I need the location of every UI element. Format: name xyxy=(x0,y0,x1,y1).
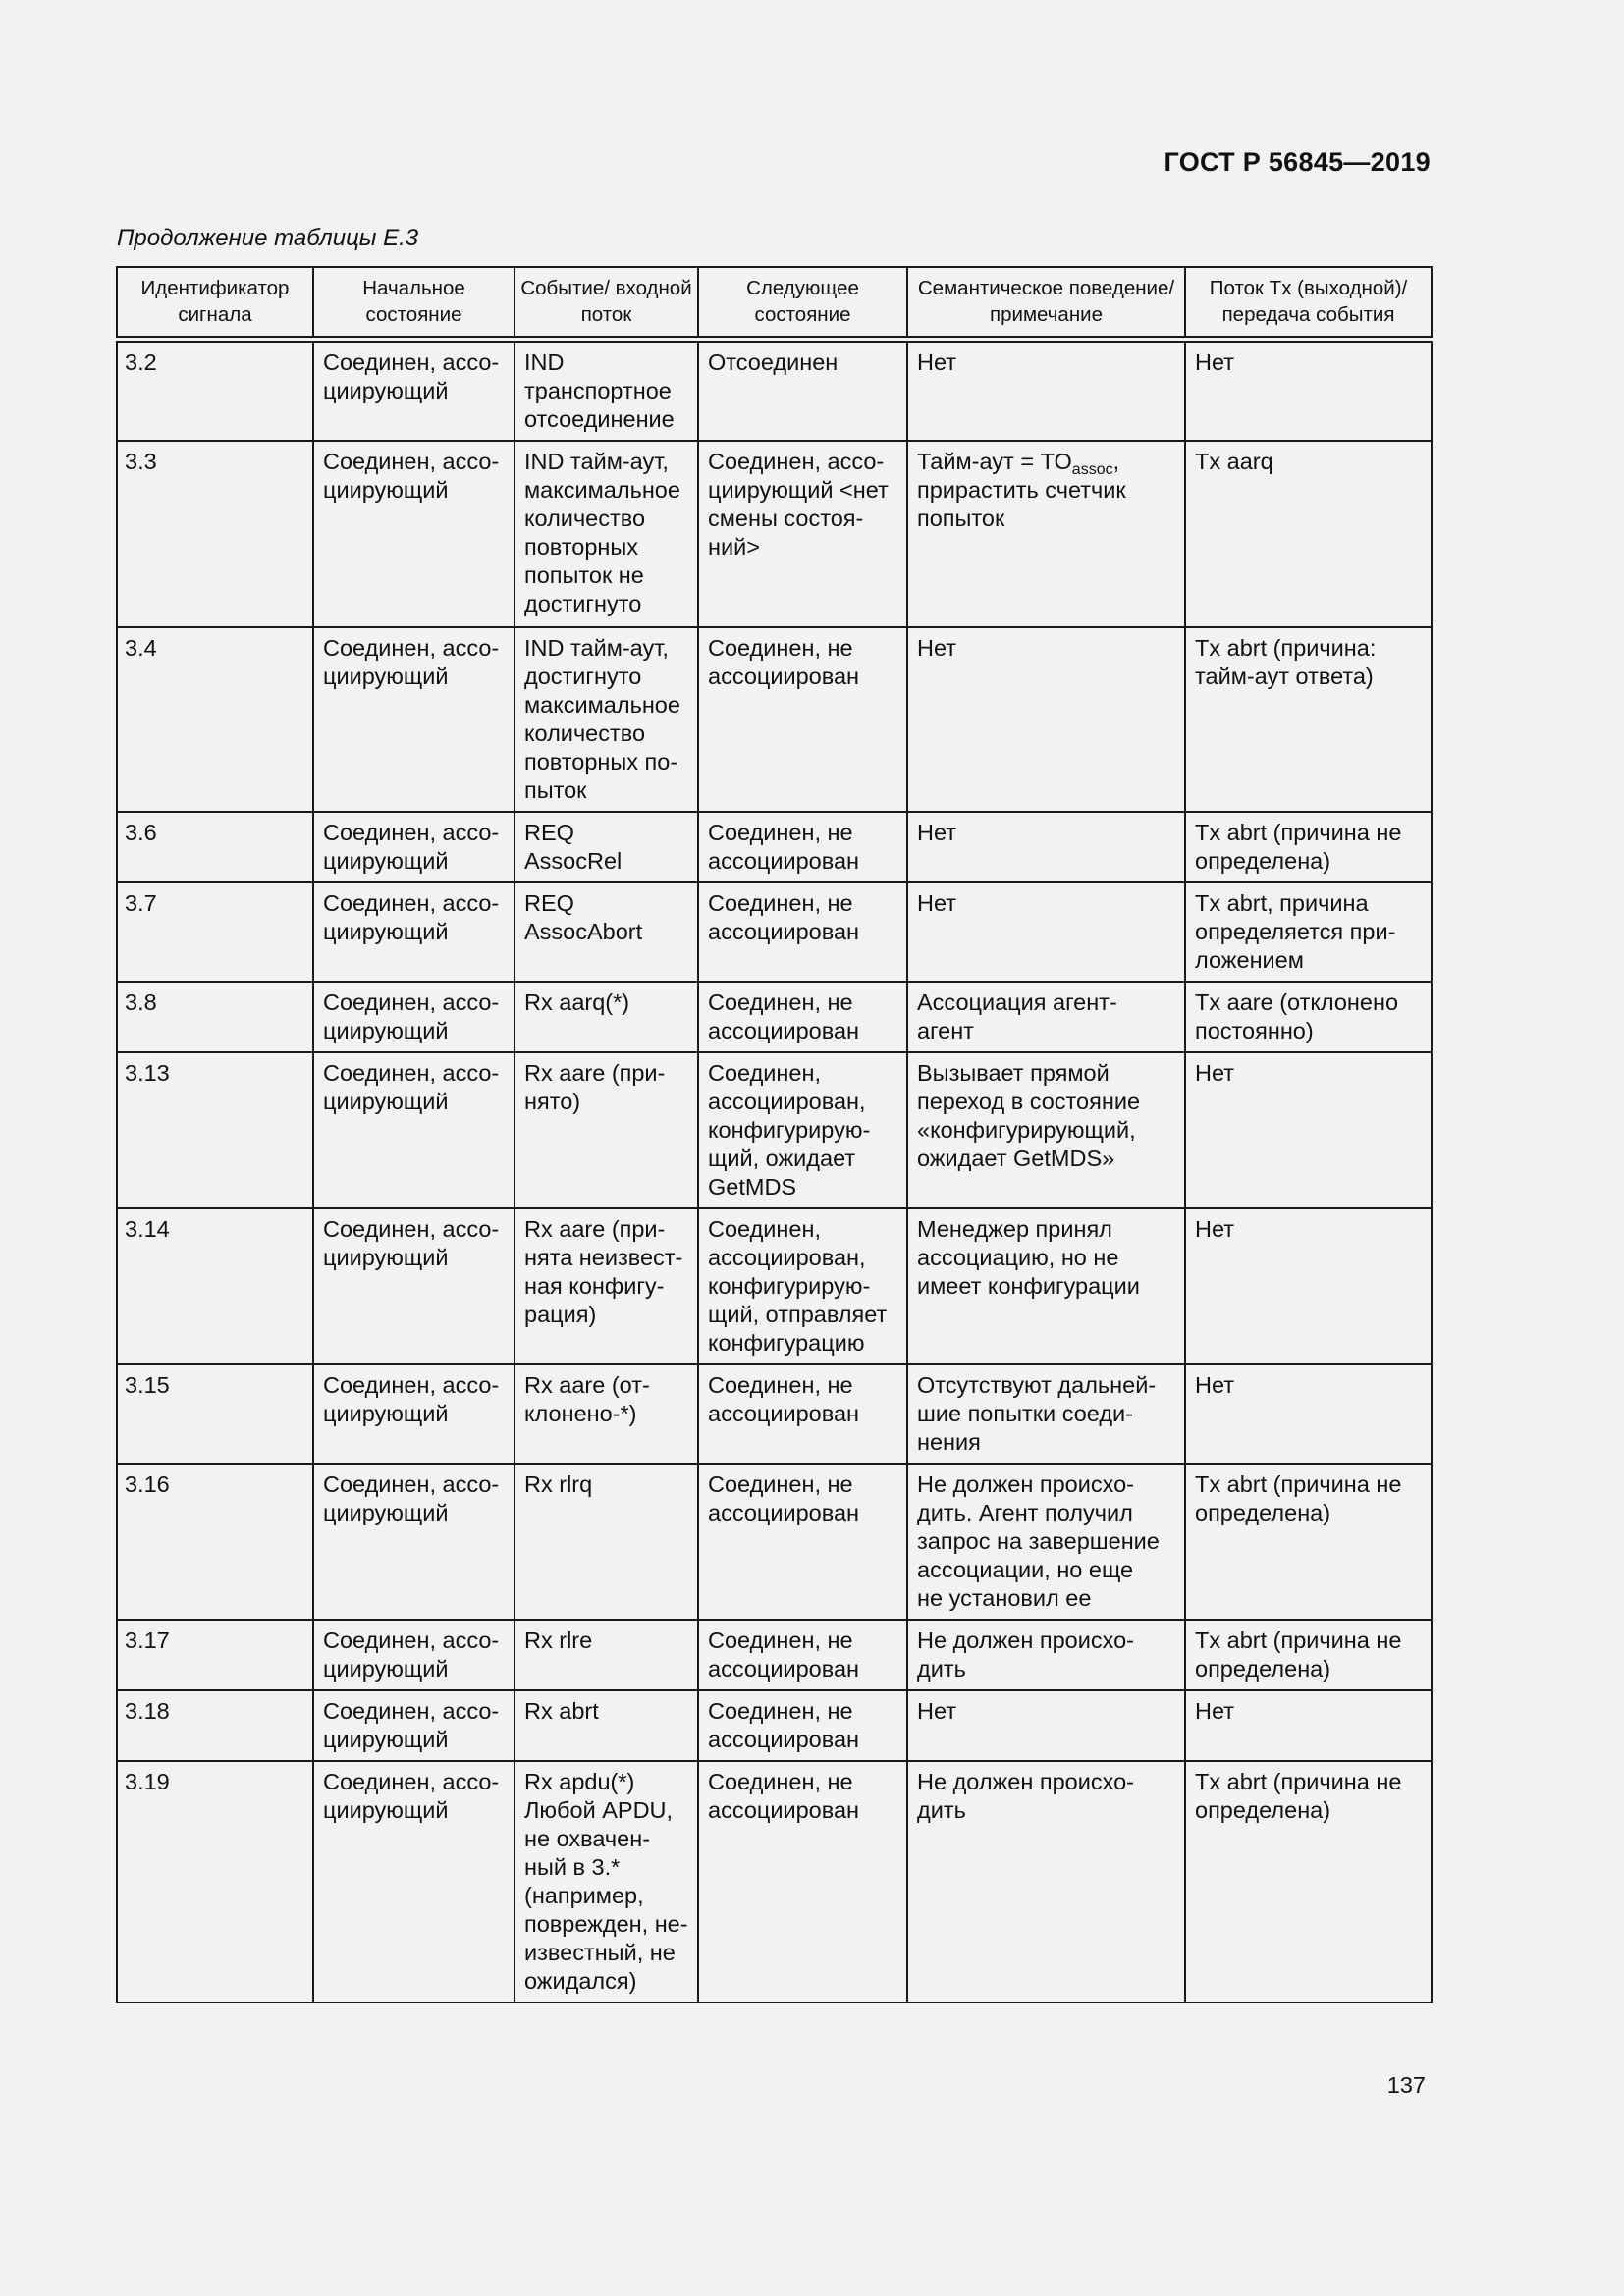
cell-tx-flow: Tx aare (отклонено постоянно) xyxy=(1185,982,1432,1052)
cell-initial-state: Соединен, ассо- циирующий xyxy=(313,1208,514,1364)
cell-semantic: Вызывает прямой переход в состояние «конфигурирующий, ожидает GetMDS» xyxy=(907,1052,1185,1208)
cell-event: Rx abrt xyxy=(514,1690,698,1761)
cell-next-state: Соединен, не ассоциирован xyxy=(698,1364,907,1464)
cell-semantic xyxy=(907,441,1185,627)
cell-signal-id: 3.2 xyxy=(117,340,313,442)
table-header xyxy=(117,267,1432,340)
cell-tx-flow: Tx abrt (причина не определена) xyxy=(1185,1464,1432,1620)
cell-event: IND тайм-аут, максимальное количество повторных попыток не достигнуто xyxy=(514,441,698,627)
cell-semantic: Не должен происхо- дить xyxy=(907,1620,1185,1690)
cell-initial-state: Соединен, ассо- циирующий xyxy=(313,441,514,627)
table-row xyxy=(117,340,1432,442)
cell-initial-state: Соединен, ассо- циирующий xyxy=(313,812,514,882)
cell-next-state: Отсоединен xyxy=(698,340,907,442)
cell-event: IND тайм-аут, достигнуто максимальное количество повторных по- пыток xyxy=(514,627,698,812)
cell-semantic: Ассоциация агент- агент xyxy=(907,982,1185,1052)
cell-initial-state: Соединен, ассо- циирующий xyxy=(313,882,514,982)
semantic-text-prefix: Тайм-аут = TO xyxy=(917,449,1072,474)
page-number: 137 xyxy=(1386,2072,1426,2098)
cell-signal-id: 3.14 xyxy=(117,1208,313,1364)
cell-tx-flow: Tx abrt (причина не определена) xyxy=(1185,1620,1432,1690)
cell-semantic: Менеджер принял ассоциацию, но не имеет конфигурации xyxy=(907,1208,1185,1364)
table-row xyxy=(117,1208,1432,1364)
cell-tx-flow: Нет xyxy=(1185,1208,1432,1364)
col-header-initial-state: Начальное состояние xyxy=(313,267,514,340)
cell-signal-id: 3.7 xyxy=(117,882,313,982)
cell-event: Rx rlrq xyxy=(514,1464,698,1620)
table-row xyxy=(117,982,1432,1052)
cell-next-state: Соединен, ассоциирован, конфигурирую- щий, отправляет конфигурацию xyxy=(698,1208,907,1364)
cell-semantic: Нет xyxy=(907,882,1185,982)
table-row xyxy=(117,1690,1432,1761)
cell-semantic: Не должен происхо- дить. Агент получил запрос на завершение ассоциации, но еще не установил ее xyxy=(907,1464,1185,1620)
col-header-event: Событие/ входной поток xyxy=(514,267,698,340)
cell-initial-state: Соединен, ассо- циирующий xyxy=(313,340,514,442)
cell-initial-state: Соединен, ассо- циирующий xyxy=(313,982,514,1052)
cell-tx-flow: Нет xyxy=(1185,340,1432,442)
cell-event: REQ AssocAbort xyxy=(514,882,698,982)
table-header-row xyxy=(117,267,1432,340)
table-row xyxy=(117,441,1432,627)
table-row xyxy=(117,627,1432,812)
cell-signal-id: 3.3 xyxy=(117,441,313,627)
cell-initial-state: Соединен, ассо- циирующий xyxy=(313,1690,514,1761)
cell-next-state: Соединен, не ассоциирован xyxy=(698,627,907,812)
cell-event: Rx rlre xyxy=(514,1620,698,1690)
cell-signal-id: 3.19 xyxy=(117,1761,313,2002)
cell-initial-state: Соединен, ассо- циирующий xyxy=(313,627,514,812)
cell-semantic: Нет xyxy=(907,627,1185,812)
table-row xyxy=(117,1052,1432,1208)
cell-semantic: Нет xyxy=(907,340,1185,442)
cell-initial-state: Соединен, ассо- циирующий xyxy=(313,1052,514,1208)
cell-initial-state: Соединен, ассо- циирующий xyxy=(313,1761,514,2002)
table-row xyxy=(117,812,1432,882)
cell-next-state: Соединен, не ассоциирован xyxy=(698,1464,907,1620)
cell-signal-id: 3.4 xyxy=(117,627,313,812)
table-row xyxy=(117,1464,1432,1620)
semantic-text-suffix: , прирастить счетчик попыток xyxy=(917,449,1126,531)
table-row xyxy=(117,1761,1432,2002)
cell-signal-id: 3.16 xyxy=(117,1464,313,1620)
cell-tx-flow: Нет xyxy=(1185,1052,1432,1208)
table-body xyxy=(117,340,1432,2003)
cell-event: Rx aarq(*) xyxy=(514,982,698,1052)
cell-initial-state: Соединен, ассо- циирующий xyxy=(313,1364,514,1464)
col-header-semantic: Семантическое поведение/примечание xyxy=(907,267,1185,340)
cell-initial-state: Соединен, ассо- циирующий xyxy=(313,1464,514,1620)
cell-tx-flow: Tx aarq xyxy=(1185,441,1432,627)
cell-event: REQ AssocRel xyxy=(514,812,698,882)
col-header-signal-id: Идентификатор сигнала xyxy=(117,267,313,340)
cell-signal-id: 3.13 xyxy=(117,1052,313,1208)
cell-event: Rx apdu(*) Любой APDU, не охвачен- ный в 3.* (например, поврежден, не- известный, не ожидался) xyxy=(514,1761,698,2002)
cell-signal-id: 3.6 xyxy=(117,812,313,882)
table-caption: Продолжение таблицы Е.3 xyxy=(117,225,419,251)
cell-event: Rx aare (от- клонено-*) xyxy=(514,1364,698,1464)
cell-next-state: Соединен, не ассоциирован xyxy=(698,812,907,882)
cell-signal-id: 3.15 xyxy=(117,1364,313,1464)
cell-next-state: Соединен, ассоциирован, конфигурирую- щий, ожидает GetMDS xyxy=(698,1052,907,1208)
cell-semantic: Отсутствуют дальней- шие попытки соеди- нения xyxy=(907,1364,1185,1464)
cell-semantic: Нет xyxy=(907,812,1185,882)
col-header-next-state: Следующее состояние xyxy=(698,267,907,340)
cell-initial-state: Соединен, ассо- циирующий xyxy=(313,1620,514,1690)
cell-event: Rx aare (при- нята неизвест- ная конфигу- рация) xyxy=(514,1208,698,1364)
cell-tx-flow: Tx abrt (причина: тайм-аут ответа) xyxy=(1185,627,1432,812)
cell-next-state: Соединен, не ассоциирован xyxy=(698,982,907,1052)
table-row xyxy=(117,882,1432,982)
cell-signal-id: 3.17 xyxy=(117,1620,313,1690)
cell-semantic: Нет xyxy=(907,1690,1185,1761)
cell-next-state: Соединен, ассо- циирующий <нет смены состоя- ний> xyxy=(698,441,907,627)
state-transition-table xyxy=(116,266,1433,2003)
cell-next-state: Соединен, не ассоциирован xyxy=(698,1620,907,1690)
cell-tx-flow: Нет xyxy=(1185,1364,1432,1464)
cell-next-state: Соединен, не ассоциирован xyxy=(698,1761,907,2002)
cell-signal-id: 3.8 xyxy=(117,982,313,1052)
semantic-subscript: assoc xyxy=(1071,461,1113,478)
cell-tx-flow: Tx abrt (причина не определена) xyxy=(1185,812,1432,882)
page-header-standard: ГОСТ Р 56845—2019 xyxy=(1164,147,1431,177)
cell-signal-id: 3.18 xyxy=(117,1690,313,1761)
col-header-tx-flow: Поток Tx (выходной)/ передача события xyxy=(1185,267,1432,340)
cell-next-state: Соединен, не ассоциирован xyxy=(698,882,907,982)
table-row xyxy=(117,1620,1432,1690)
cell-semantic: Не должен происхо- дить xyxy=(907,1761,1185,2002)
cell-tx-flow: Нет xyxy=(1185,1690,1432,1761)
cell-event: Rx aare (при- нято) xyxy=(514,1052,698,1208)
cell-next-state: Соединен, не ассоциирован xyxy=(698,1690,907,1761)
cell-event: IND транспортное отсоединение xyxy=(514,340,698,442)
table-row xyxy=(117,1364,1432,1464)
cell-tx-flow: Tx abrt (причина не определена) xyxy=(1185,1761,1432,2002)
cell-tx-flow: Tx abrt, причина определяется при- ложением xyxy=(1185,882,1432,982)
